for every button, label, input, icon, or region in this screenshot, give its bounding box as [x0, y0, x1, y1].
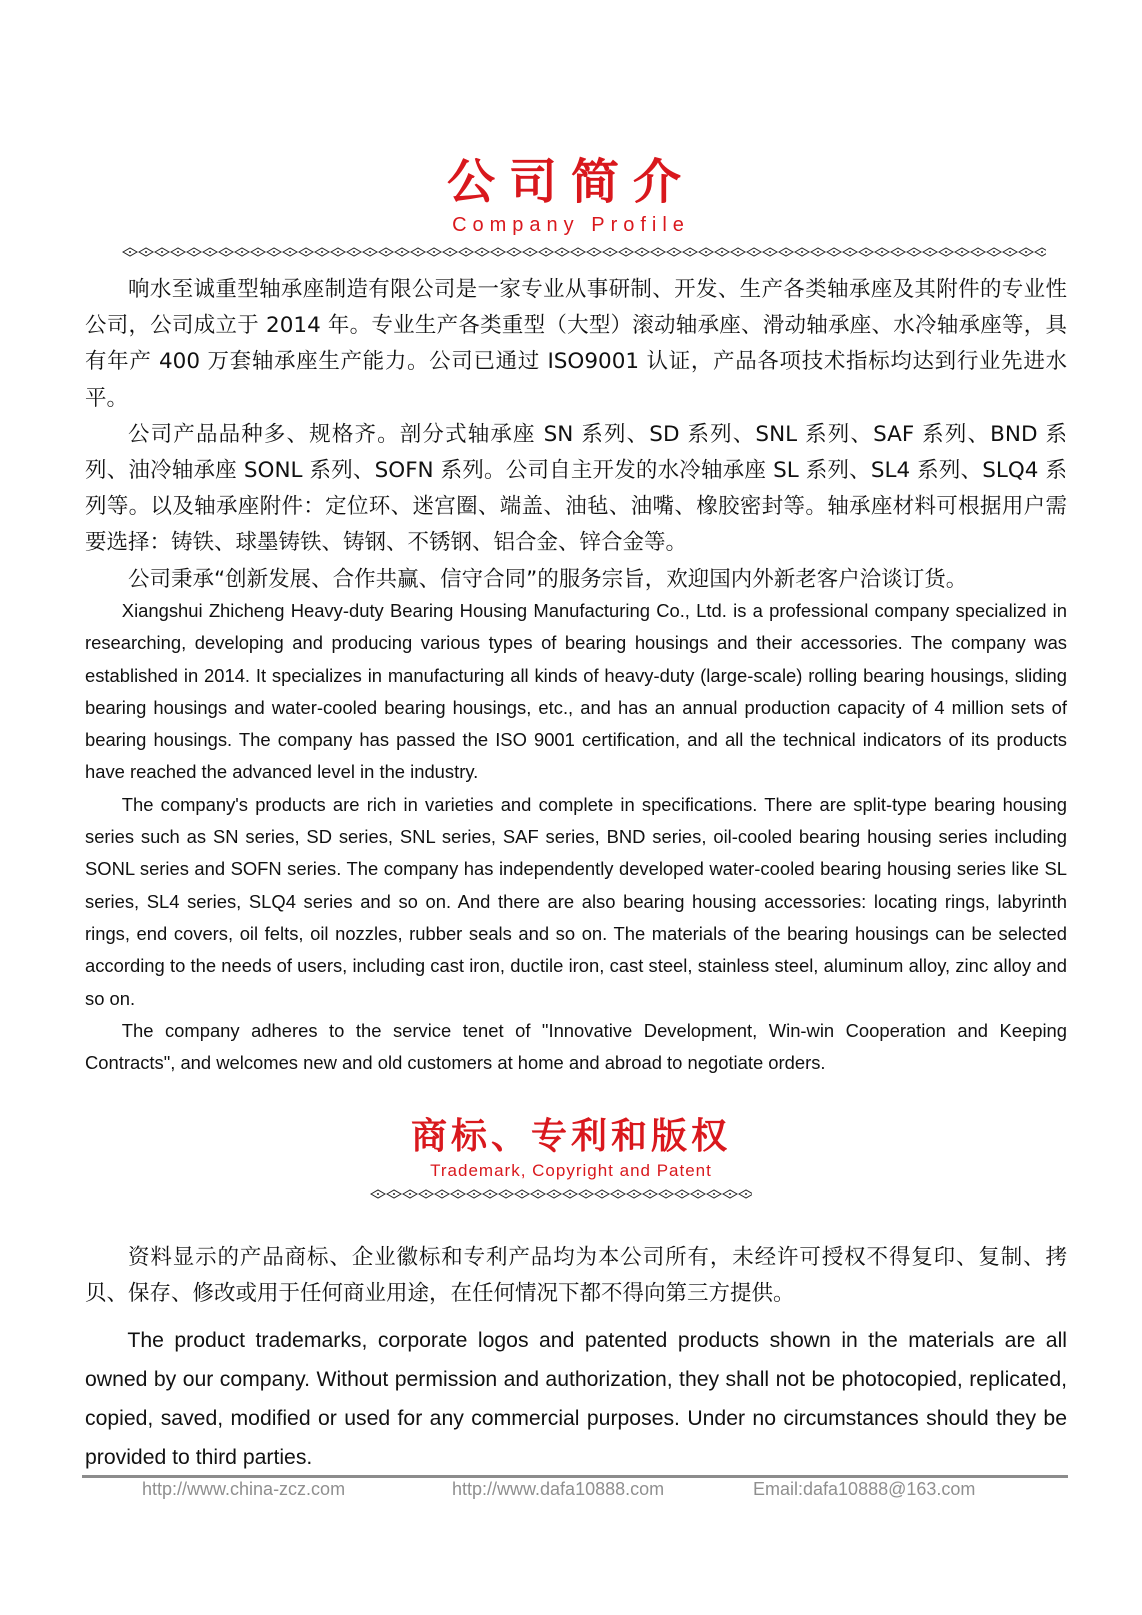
- company-profile-title-en: Company Profile: [452, 214, 690, 236]
- trademark-cn: [85, 1240, 1067, 1312]
- trademark-cn-paragraph: 资料显示的产品商标、企业徽标和专利产品均为本公司所有，未经许可授权不得复印、复制、拷贝、保存、修改或用于任何商业用途，在任何情况下都不得向第三方提供。: [85, 1245, 1067, 1307]
- footer-website-link[interactable]: http://www.china-zcz.com: [142, 1479, 346, 1499]
- profile-cn-paragraph: 公司产品品种多、规格齐。剖分式轴承座 SN 系列、SD 系列、SNL 系列、SAF 系列、BND 系列、油冷轴承座 SONL 系列、SOFN 系列。公司自主开发的水冷轴承座 SL 系列、SL4 系列、SLQ4 系列等。以及轴承座附件：定位环、迷宫圈、端盖、油毡、油嘴、橡胶密封等。轴承座材料可根据用户需要选择：铸铁、球墨铸铁、铸钢、不锈钢、铝合金、锌合金等。: [85, 421, 1067, 556]
- ornamental-divider: [370, 1188, 752, 1200]
- trademark-title-en: Trademark, Copyright and Patent: [430, 1161, 712, 1180]
- footer-website-link[interactable]: http://www.dafa10888.com: [452, 1479, 665, 1499]
- trademark-en: [85, 1321, 1067, 1477]
- footer-email[interactable]: Email:dafa10888@163.com: [753, 1479, 976, 1499]
- company-profile-en: [85, 595, 1067, 1079]
- profile-en-paragraph: The company adheres to the service tenet of "Innovative Development, Win-win Cooperation and Keeping Contracts", and welcomes new and old customers at home and abroad to negotiate orders.: [85, 1019, 1067, 1074]
- trademark-title-cn: 商标、专利和版权: [410, 1116, 731, 1157]
- profile-en-paragraph: The company's products are rich in varieties and complete in specifications. There are split-type bearing housing series such as SN series, SD series, SNL series, SAF series, BND series, oil-cooled bearing housing series including SONL series and SOFN series. The company has independently developed water-cooled bearing housing series like SL series, SL4 series, SLQ4 series and so on. And there are also bearing housing accessories: locating rings, labyrinth rings, end covers, oil felts, oil nozzles, rubber seals and so on. The materials of the bearing housings can be selected according to the needs of users, including cast iron, ductile iron, cast steel, stainless steel, aluminum alloy, zinc alloy and so on.: [85, 793, 1067, 1009]
- trademark-en-paragraph: The product trademarks, corporate logos and patented products shown in the materials are all owned by our company. Without permission and authorization, they shall not be photocopied, replicated, copied, saved, modified or used for any commercial purposes. Under no circumstances should they be provided to third parties.: [85, 1329, 1067, 1469]
- profile-cn-paragraph: 响水至诚重型轴承座制造有限公司是一家专业从事研制、开发、生产各类轴承座及其附件的专业性公司，公司成立于 2014 年。专业生产各类重型（大型）滚动轴承座、滑动轴承座、水冷轴承座等，具有年产 400 万套轴承座生产能力。公司已通过 ISO9001 认证，产品各项技术指标均达到行业先进水平。: [85, 277, 1067, 411]
- company-profile-cn: [85, 272, 1067, 598]
- footer: [0, 1479, 1142, 1503]
- footer-rule: [82, 1475, 1068, 1478]
- profile-cn-paragraph: 公司秉承“创新发展、合作共赢、信守合同”的服务宗旨，欢迎国内外新老客户洽谈订货。: [128, 566, 968, 592]
- ornamental-divider: [122, 246, 1046, 258]
- profile-en-paragraph: Xiangshui Zhicheng Heavy-duty Bearing Housing Manufacturing Co., Ltd. is a professional company specialized in researching, developing and producing various types of bearing housings and their accessories. The company was established in 2014. It specializes in manufacturing all kinds of heavy-duty (large-scale) rolling bearing housings, sliding bearing housings and water-cooled bearing housings, etc., and has an annual production capacity of 4 million sets of bearing housings. The company has passed the ISO 9001 certification, and all the technical indicators of its products have reached the advanced level in the industry.: [85, 600, 1067, 783]
- company-profile-title-cn: 公司简介: [446, 154, 695, 210]
